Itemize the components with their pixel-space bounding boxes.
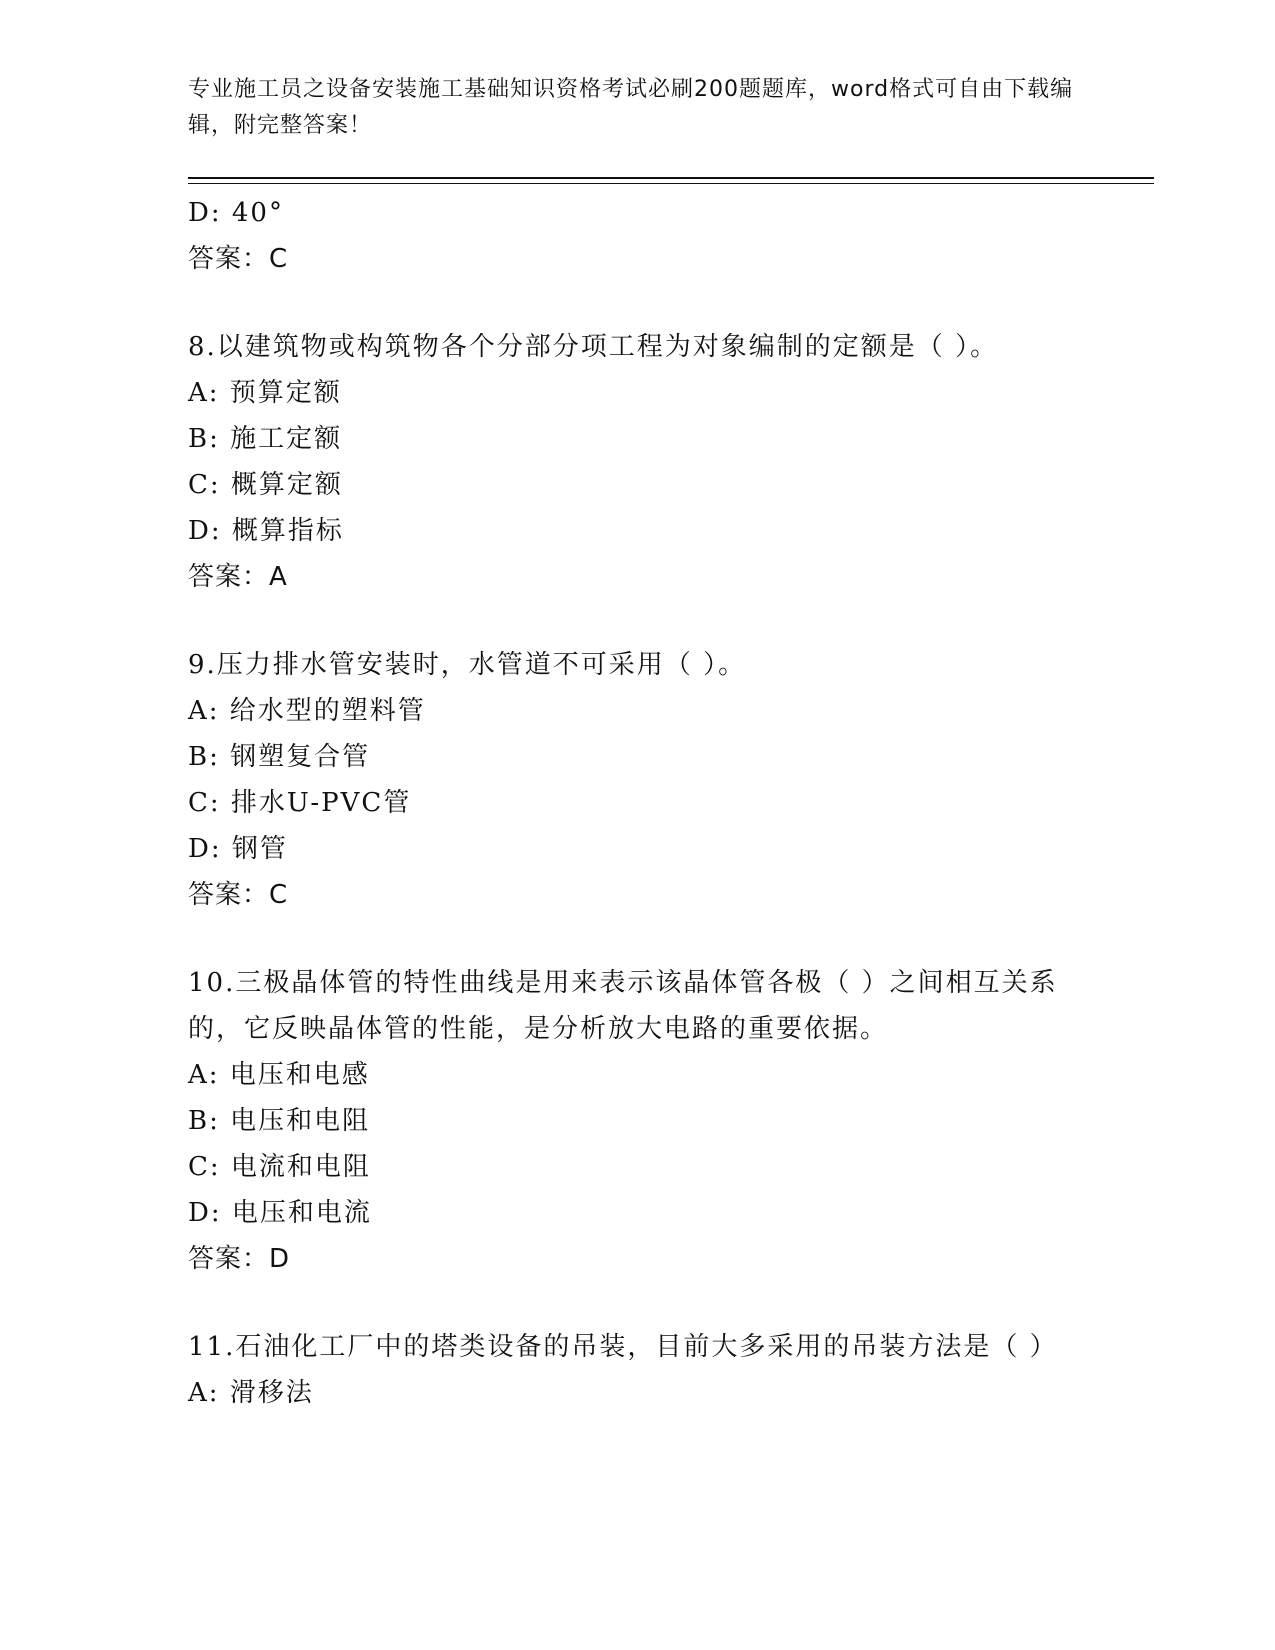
option-b: B: 钢塑复合管 — [188, 742, 371, 772]
header-divider-bottom — [188, 183, 1154, 184]
question-item-10 — [188, 960, 1068, 1282]
question-item-11 — [188, 1324, 1068, 1416]
option-d: D: 概算指标 — [188, 516, 344, 546]
answer-text: 答案：A — [188, 562, 288, 592]
question-item-8 — [188, 324, 1068, 600]
option-b: B: 施工定额 — [188, 424, 343, 454]
answer-text: 答案：C — [188, 880, 289, 910]
option-d: D: 电压和电流 — [188, 1198, 372, 1228]
question-stem: 10.三极晶体管的特性曲线是用来表示该晶体管各极（ ）之间相互关系的，它反映晶体管的性能，是分析放大电路的重要依据。 — [188, 968, 1058, 1044]
question-stem: 8.以建筑物或构筑物各个分部分项工程为对象编制的定额是（ ）。 — [188, 332, 999, 362]
header-divider-top — [188, 177, 1154, 179]
option-c: C: 排水U-PVC管 — [188, 788, 412, 818]
question-list — [188, 190, 1068, 1416]
option-b: B: 电压和电阻 — [188, 1106, 371, 1136]
option-a: A: 电压和电感 — [188, 1060, 370, 1090]
question-stem: 9.压力排水管安装时，水管道不可采用（ ）。 — [188, 650, 747, 680]
option-d: D: 40° — [188, 198, 284, 228]
answer-text: 答案：D — [188, 1244, 291, 1274]
option-d: D: 钢管 — [188, 834, 288, 864]
option-c: C: 概算定额 — [188, 470, 343, 500]
answer-text: 答案：C — [188, 244, 289, 274]
question-item-9 — [188, 642, 1068, 918]
document-header: 专业施工员之设备安装施工基础知识资格考试必刷200题题库，word格式可自由下载编辑，附完整答案！ — [188, 77, 1074, 138]
option-a: A: 给水型的塑料管 — [188, 696, 426, 726]
option-c: C: 电流和电阻 — [188, 1152, 371, 1182]
option-a: A: 预算定额 — [188, 378, 342, 408]
question-stem: 11.石油化工厂中的塔类设备的吊装，目前大多采用的吊装方法是（ ） — [188, 1332, 1058, 1362]
option-a: A: 滑移法 — [188, 1378, 314, 1408]
